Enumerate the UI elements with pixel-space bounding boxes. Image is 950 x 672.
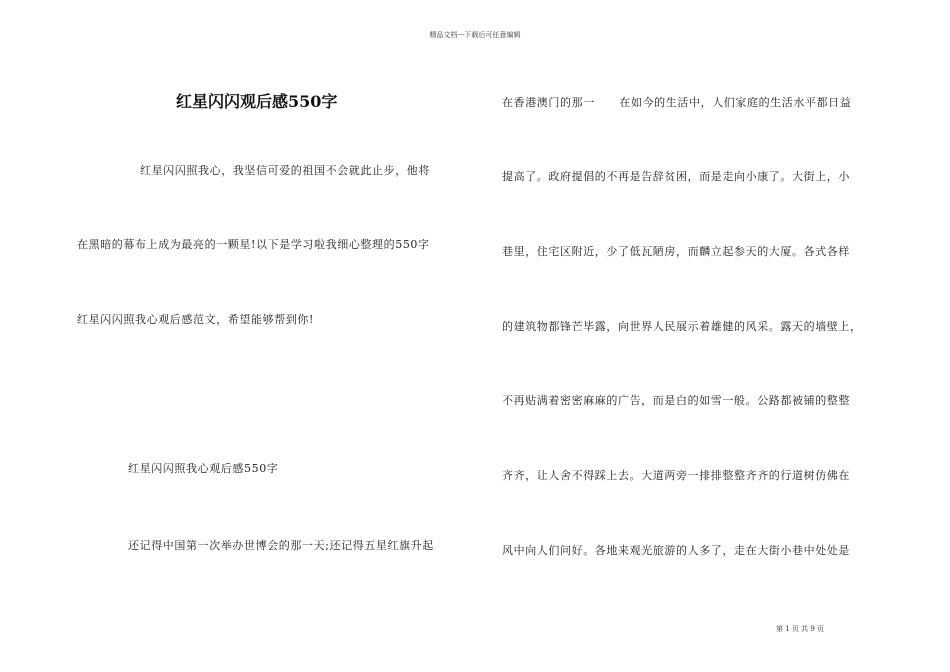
page-number: 第 1 页 共 9 页 <box>776 625 825 633</box>
left-paragraph-line: 在黑暗的幕布上成为最亮的一颗星!以下是学习啦我细心整理的550字 <box>77 238 430 251</box>
right-paragraph-line: 的建筑物都锋芒毕露，向世界人民展示着雄健的风采。露天的墙壁上， <box>502 320 862 333</box>
right-paragraph-line: 在香港澳门的那一 在如今的生活中，人们家庭的生活水平都日益 <box>502 96 852 109</box>
right-paragraph-line: 齐齐，让人舍不得踩上去。大道两旁一排排整整齐齐的行道树仿佛在 <box>502 469 850 482</box>
left-paragraph-line: 红星闪闪照我心，我坚信可爱的祖国不会就此止步，他将 <box>140 164 430 177</box>
page-header-note: 精品文档---下载后可任意编辑 <box>429 31 521 39</box>
right-paragraph-line: 不再贴满着密密麻麻的广告，而是白的如雪一般。公路都被铺的整整 <box>502 394 850 407</box>
document-title: 红星闪闪观后感550字 <box>176 92 338 111</box>
right-paragraph-line: 提高了。政府提倡的不再是告辞贫困，而是走向小康了。大街上，小 <box>502 170 850 183</box>
left-subheading: 红星闪闪照我心观后感550字 <box>128 462 279 475</box>
right-paragraph-line: 巷里，住宅区附近，少了低瓦陋房，而麟立起参天的大厦。各式各样 <box>502 245 850 258</box>
left-paragraph-line: 还记得中国第一次举办世博会的那一天;还记得五星红旗升起 <box>128 539 434 552</box>
right-paragraph-line: 风中向人们问好。各地来观光旅游的人多了，走在大街小巷中处处是 <box>502 544 850 557</box>
left-paragraph-line: 红星闪闪照我心观后感范文，希望能够帮到你! <box>77 313 315 326</box>
